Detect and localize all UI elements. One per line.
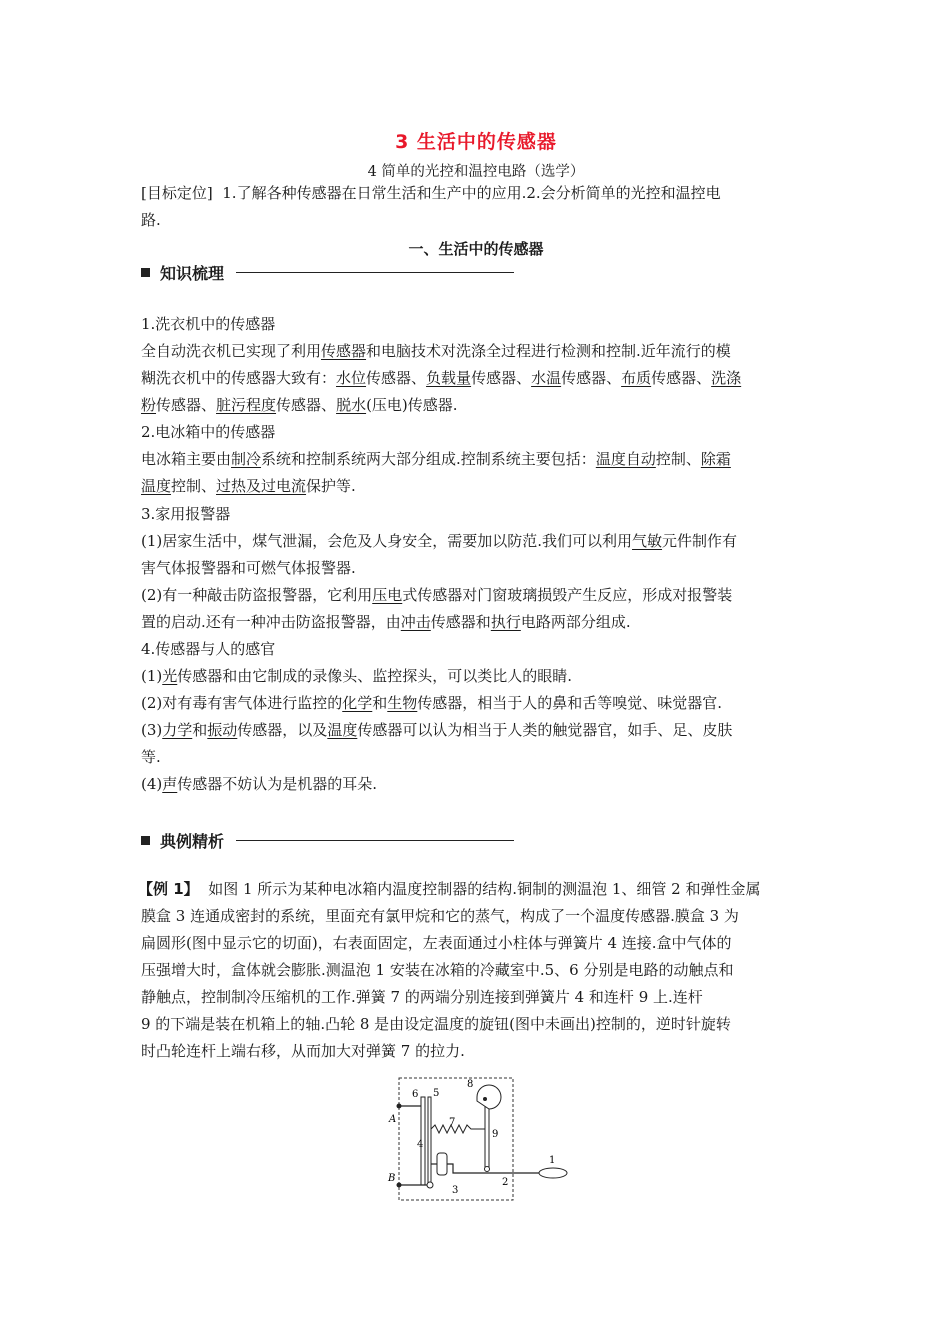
blank-answer: 过热及过电流 [216, 477, 307, 495]
text: (1) [141, 667, 163, 685]
blank-answer: 脏污程度 [216, 396, 277, 414]
blank-answer: 力学 [162, 721, 193, 739]
text: 传感器不妨认为是机器的耳朵. [177, 775, 378, 793]
label-a: A [389, 1114, 397, 1125]
item-3-line-3 [141, 584, 732, 605]
text: 保护等. [306, 477, 356, 495]
blank-answer: 气敏 [632, 532, 663, 550]
item-2-line-2 [141, 475, 356, 496]
text: 传感器，以及 [237, 721, 328, 739]
example-label: 【例 1】 [138, 880, 199, 898]
blank-answer: 振动 [207, 721, 238, 739]
text: 糊洗衣机中的传感器大致有： [141, 369, 337, 387]
rod-axis [485, 1167, 490, 1172]
examples-heading-text: 典例精析 [160, 831, 225, 851]
label-5: 5 [433, 1088, 440, 1099]
section-one-title: 一、生活中的传感器 [408, 240, 544, 258]
item-3-line-1 [141, 530, 737, 551]
objective-text: 1.了解各种传感器在日常生活和生产中的应用.2.会分析简单的光控和温控电 [222, 184, 721, 202]
label-2: 2 [502, 1177, 509, 1188]
knowledge-heading [141, 261, 514, 283]
label-6: 6 [412, 1089, 419, 1100]
blank-answer: 传感器 [321, 342, 367, 360]
item-3-line-2: 害气体报警器和可燃气体报警器. [141, 559, 356, 577]
heading-rule [236, 272, 514, 273]
example-line-1 [138, 878, 760, 899]
text: 控制、 [655, 450, 701, 468]
item-2-title: 2.电冰箱中的传感器 [141, 423, 276, 441]
blank-answer: 光 [162, 667, 178, 685]
label-4: 4 [417, 1139, 424, 1150]
text: 传感器可以认为相当于人类的触觉器官，如手、足、皮肤 [357, 721, 733, 739]
text: 传感器、 [366, 369, 427, 387]
item-1-line-3 [141, 394, 458, 415]
item-1-line-2 [141, 367, 741, 388]
objective-paragraph [141, 180, 811, 234]
text: 元件制作有 [662, 532, 738, 550]
spring-plate-4 [428, 1097, 431, 1185]
text: 和 [372, 694, 388, 712]
cam-axis [483, 1097, 487, 1101]
item-3-title: 3.家用报警器 [141, 505, 231, 523]
blank-answer: 除霜 [700, 450, 731, 468]
item-3-line-4 [141, 611, 631, 632]
example-line-3: 扁圆形(图中显示它的切面)，右表面固定，左表面通过小柱体与弹簧片 4 连接.盒中气体的 [141, 934, 732, 952]
text: (1)居家生活中，煤气泄漏，会危及人身安全，需要加以防范.我们可以利用 [141, 532, 633, 550]
text: 置的启动.还有一种冲击防盗报警器，由 [141, 613, 401, 631]
square-bullet-icon [141, 268, 150, 277]
item-2-line-1 [141, 448, 731, 469]
text: (2)有一种敲击防盗报警器，它利用 [141, 586, 373, 604]
item-4-title: 4.传感器与人的感官 [141, 640, 276, 658]
blank-answer: 脱水 [336, 396, 367, 414]
blank-answer: 化学 [342, 694, 373, 712]
label-3: 3 [452, 1185, 459, 1196]
blank-answer: 制冷 [231, 450, 262, 468]
blank-answer: 布质 [621, 369, 652, 387]
label-b: B [388, 1173, 396, 1184]
label-7: 7 [449, 1117, 456, 1128]
spring-7 [431, 1125, 485, 1133]
text: 传感器、 [156, 396, 217, 414]
knowledge-heading-text: 知识梳理 [160, 263, 225, 283]
item-4-line-1 [141, 665, 572, 686]
text: 控制、 [171, 477, 217, 495]
cam-8 [477, 1085, 501, 1109]
text: (2)对有毒有害气体进行监控的 [141, 694, 343, 712]
text: 和电脑技术对洗涤全过程进行检测和控制.近年流行的模 [366, 342, 731, 360]
objective-label: [目标定位] [141, 184, 213, 202]
example-line-7: 时凸轮连杆上端右移，从而加大对弹簧 7 的拉力. [141, 1042, 465, 1060]
text: 和 [192, 721, 208, 739]
blank-answer: 执行 [490, 613, 521, 631]
pivot-4 [427, 1182, 433, 1188]
blank-answer: 声 [162, 775, 178, 793]
blank-answer: 洗涤 [711, 369, 742, 387]
text: 传感器，相当于人的鼻和舌等嗅觉、味觉器官. [417, 694, 723, 712]
objective-text-cont: 路. [141, 211, 161, 229]
text: (4) [141, 775, 163, 793]
examples-heading [141, 829, 514, 851]
blank-answer: 粉 [141, 396, 157, 414]
blank-answer: 温度自动 [595, 450, 656, 468]
item-4-line-2 [141, 692, 722, 713]
example-line-4: 压强增大时，盒体就会膨胀.测温泡 1 安装在冰箱的冷藏室中.5、6 分别是电路的动触点和 [141, 961, 734, 979]
text: 传感器和 [430, 613, 491, 631]
temperature-controller-figure [381, 1075, 581, 1205]
item-4-line-4: 等. [141, 748, 161, 766]
text: (3) [141, 721, 163, 739]
blank-answer: 冲击 [400, 613, 431, 631]
item-4-line-3 [141, 719, 732, 740]
example-line-6: 9 的下端是装在机箱上的轴.凸轮 8 是由设定温度的旋钮(图中未画出)控制的，逆时针旋转 [141, 1015, 731, 1033]
page-subtitle: 4 简单的光控和温控电路（选学） [367, 164, 585, 180]
tube-2 [447, 1164, 539, 1173]
text: 电冰箱主要由 [141, 450, 232, 468]
text: 全自动洗衣机已实现了利用 [141, 342, 322, 360]
item-4-line-5 [141, 773, 377, 794]
text: 式传感器对门窗玻璃损毁产生反应，形成对报警装 [402, 586, 733, 604]
membrane-box-3 [437, 1153, 447, 1175]
blank-answer: 水温 [531, 369, 562, 387]
square-bullet-icon [141, 836, 150, 845]
heading-rule [236, 840, 514, 841]
blank-answer: 生物 [387, 694, 418, 712]
item-1-line-1 [141, 340, 731, 361]
text: 传感器、 [471, 369, 532, 387]
label-1: 1 [549, 1155, 556, 1166]
blank-answer: 负载量 [426, 369, 472, 387]
text: 传感器、 [651, 369, 712, 387]
bulb-1 [539, 1168, 567, 1178]
text: (压电)传感器. [366, 396, 458, 414]
item-1-title: 1.洗衣机中的传感器 [141, 315, 276, 333]
text: 传感器、 [276, 396, 337, 414]
text: 系统和控制系统两大部分组成.控制系统主要包括： [261, 450, 596, 468]
link-rod-9 [485, 1099, 489, 1169]
blank-answer: 温度 [327, 721, 358, 739]
blank-answer: 压电 [372, 586, 403, 604]
text: 电路两部分组成. [520, 613, 631, 631]
label-9: 9 [492, 1129, 499, 1140]
text: 传感器、 [561, 369, 622, 387]
example-line-2: 膜盒 3 连通成密封的系统，里面充有氯甲烷和它的蒸气，构成了一个温度传感器.膜盒 3 为 [141, 907, 739, 925]
blank-answer: 水位 [336, 369, 367, 387]
text: 传感器和由它制成的录像头、监控探头，可以类比人的眼睛. [177, 667, 573, 685]
blank-answer: 温度 [141, 477, 172, 495]
page-title: 3 生活中的传感器 [395, 131, 557, 153]
text: 如图 1 所示为某种电冰箱内温度控制器的结构.铜制的测温泡 1、细管 2 和弹性金属 [208, 880, 761, 898]
example-line-5: 静触点，控制制冷压缩机的工作.弹簧 7 的两端分别连接到弹簧片 4 和连杆 9 上.连杆 [141, 988, 703, 1006]
label-8: 8 [467, 1079, 474, 1090]
